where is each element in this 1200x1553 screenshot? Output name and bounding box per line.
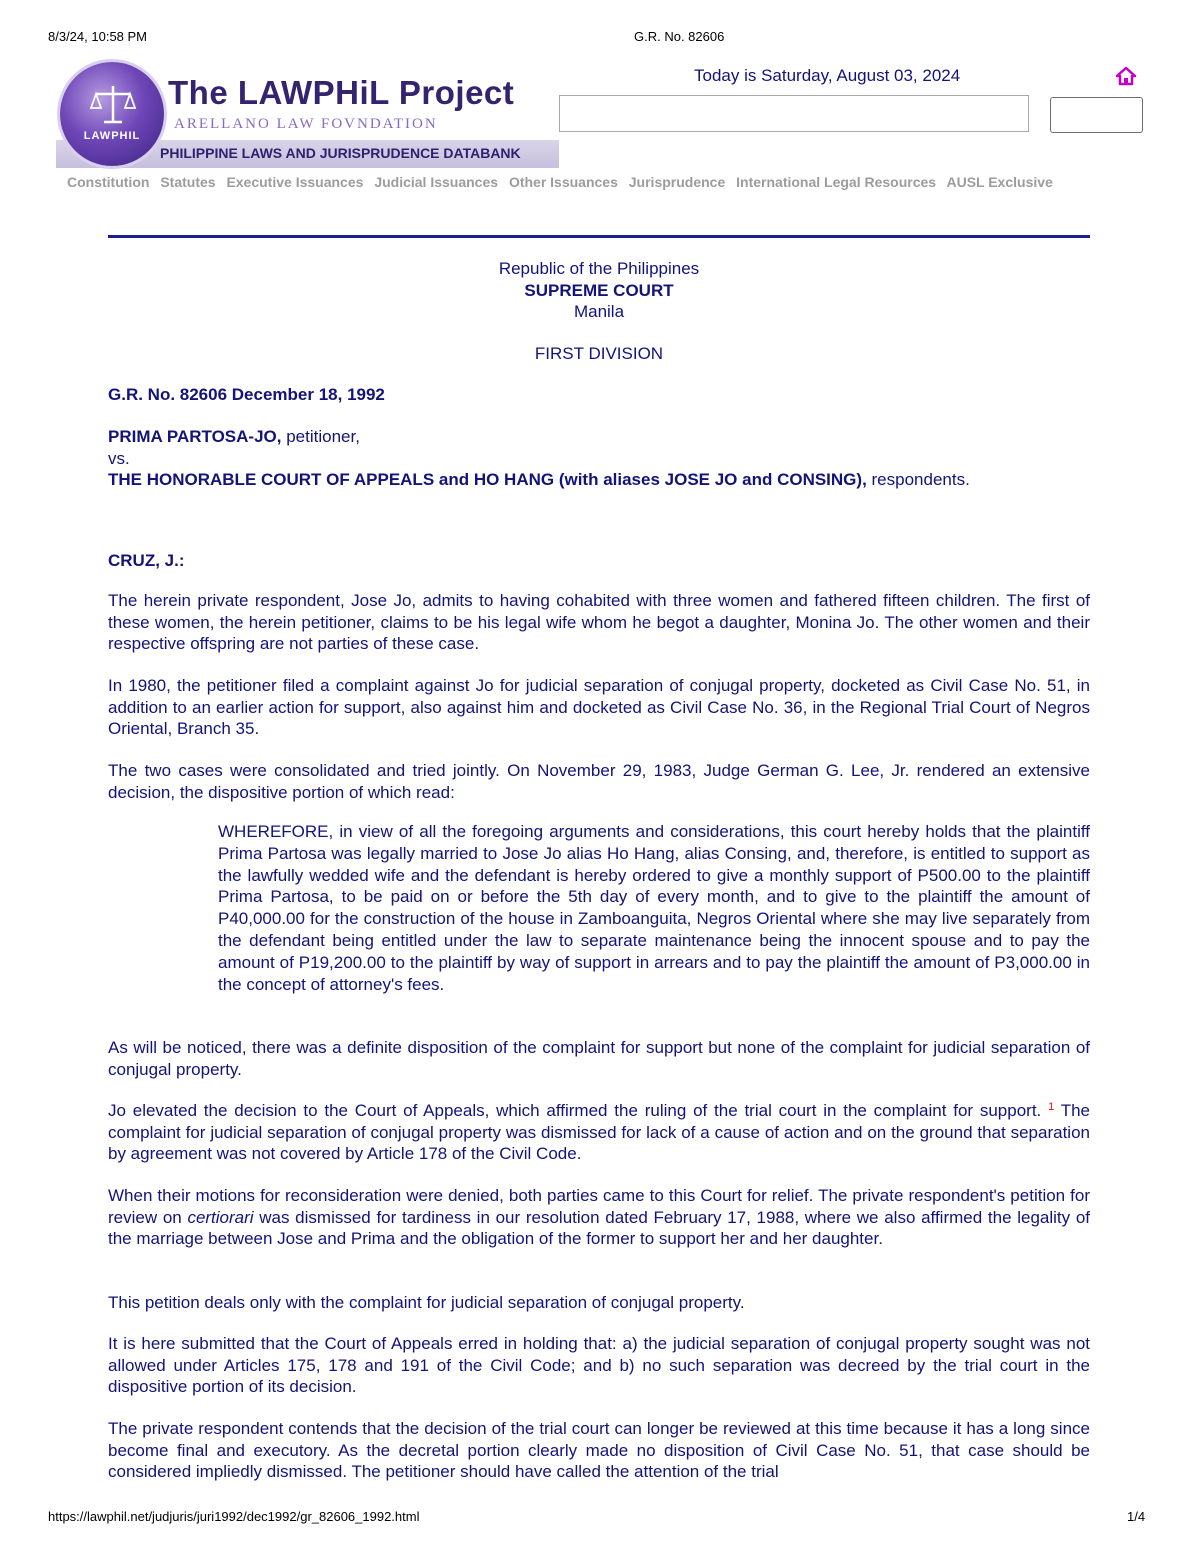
petitioner-role: petitioner, bbox=[281, 427, 360, 446]
dispositive-quote: WHEREFORE, in view of all the foregoing arguments and considerations, this court hereby holds that the plaintiff Prima Partosa was legally married to Jose Jo alias Ho Hang, alias Consing, and, therefore, is entitled to support as the lawfully wedded wife and the defendant is hereby ordered to give a monthly support of P500.00 to the plaintiff Prima Partosa, to be paid on or before the 5th day of every month, and to give to the plaintiff the amount of P40,000.00 for the construction of the house in Zamboanguita, Negros Oriental where she may live separately from the defendant being entitled under the law to separate maintenance being the innocent spouse and to pay the amount of P19,200.00 to the plaintiff by way of support in arrears and to pay the plaintiff the amount of P3,000.00 in the concept of attorney's fees. bbox=[218, 822, 1090, 994]
nav-judicial-issuances[interactable]: Judicial Issuances bbox=[374, 174, 499, 190]
division: FIRST DIVISION bbox=[534, 344, 664, 363]
nav-international-legal-resources[interactable]: International Legal Resources bbox=[736, 174, 937, 190]
nav-jurisprudence[interactable]: Jurisprudence bbox=[628, 174, 726, 190]
versus: vs. bbox=[108, 448, 130, 468]
print-page-number: 1/4 bbox=[1127, 1509, 1146, 1524]
paragraph-5-a: Jo elevated the decision to the Court of Appeals, which affirmed the ruling of the trial court in the complaint for support. bbox=[108, 1101, 1042, 1120]
logo-databank: PHILIPPINE LAWS AND JURISPRUDENCE DATABANK bbox=[160, 145, 521, 161]
republic-line: Republic of the Philippines bbox=[498, 259, 700, 278]
today-date: Today is Saturday, August 03, 2024 bbox=[694, 66, 961, 85]
logo-title: The LAWPHiL Project bbox=[168, 74, 515, 111]
paragraph-3: The two cases were consolidated and tried jointly. On November 29, 1983, Judge German G. Lee, Jr. rendered an extensive decision, the dispositive portion of which read: bbox=[108, 761, 1090, 802]
print-url: https://lawphil.net/judjuris/juri1992/dec1992/gr_82606_1992.html bbox=[48, 1509, 420, 1524]
print-title: G.R. No. 82606 bbox=[634, 29, 725, 44]
search-input[interactable] bbox=[559, 95, 1029, 132]
court-city: Manila bbox=[573, 302, 625, 321]
logo-seal-text: LAWPHIL bbox=[83, 130, 141, 142]
paragraph-6-a: When their motions for reconsideration were denied, both parties came to this Court for relief. The private respondent's petition for review on bbox=[108, 1186, 1090, 1227]
logo-seal bbox=[60, 62, 164, 166]
paragraph-5-b: The complaint for judicial separation of conjugal property was dismissed for lack of a cause of action and on the ground that separation by agreement was not covered by Article 178 of the Civil Code. bbox=[108, 1101, 1090, 1163]
paragraph-2: In 1980, the petitioner filed a complaint against Jo for judicial separation of conjugal property, docketed as Civil Case No. 51, in addition to an earlier action for support, also against him and docketed as Civil Case No. 36, in the Regional Trial Court of Negros Oriental, Branch 35. bbox=[108, 676, 1090, 738]
paragraph-6-emphasis: certiorari bbox=[187, 1207, 254, 1227]
lawphil-logo[interactable] bbox=[56, 56, 559, 168]
ponente: CRUZ, J.: bbox=[108, 551, 185, 570]
paragraph-9: The private respondent contends that the decision of the trial court can longer be reviewed at this time because it has a long since become final and executory. As the decretal portion clearly made no disposition of Civil Case No. 51, that case should be considered impliedly dismissed. The petitioner should have called the attention of the trial bbox=[108, 1419, 1090, 1481]
nav-other-issuances[interactable]: Other Issuances bbox=[508, 174, 618, 190]
nav-constitution[interactable]: Constitution bbox=[67, 174, 150, 190]
logo-foundation: ARELLANO LAW FOVNDATION bbox=[174, 116, 438, 132]
nav-executive-issuances[interactable]: Executive Issuances bbox=[226, 174, 364, 190]
nav-statutes[interactable]: Statutes bbox=[160, 174, 216, 190]
case-parties bbox=[108, 426, 1090, 491]
footnote-link-1[interactable]: 1 bbox=[1048, 1101, 1055, 1113]
court-name: SUPREME COURT bbox=[524, 280, 674, 300]
respondent-role: respondents. bbox=[866, 470, 970, 489]
paragraph-5 bbox=[108, 1100, 1090, 1165]
petitioner-name: PRIMA PARTOSA-JO, bbox=[108, 427, 282, 446]
print-date: 8/3/24, 10:58 PM bbox=[48, 29, 148, 44]
paragraph-4: As will be noticed, there was a definite disposition of the complaint for support but none of the complaint for judicial separation of conjugal property. bbox=[108, 1038, 1090, 1079]
paragraph-8: It is here submitted that the Court of Appeals erred in holding that: a) the judicial separation of conjugal property sought was not allowed under Articles 175, 178 and 191 of the Civil Code; and b) no such separation was decreed by the trial court in the dispositive portion of its decision. bbox=[108, 1334, 1090, 1396]
nav-ausl-exclusive[interactable]: AUSL Exclusive bbox=[946, 174, 1053, 190]
home-icon[interactable] bbox=[1115, 66, 1137, 86]
search-button[interactable] bbox=[1050, 97, 1143, 133]
scales-of-justice-icon bbox=[90, 82, 136, 128]
header-divider bbox=[108, 235, 1090, 238]
paragraph-7: This petition deals only with the complaint for judicial separation of conjugal property. bbox=[108, 1293, 745, 1312]
respondent-name: THE HONORABLE COURT OF APPEALS and HO HANG (with aliases JOSE JO and CONSING), bbox=[108, 470, 867, 489]
court-header bbox=[108, 258, 1090, 323]
paragraph-1: The herein private respondent, Jose Jo, admits to having cohabited with three women and fathered fifteen children. The first of these women, the herein petitioner, claims to be his legal wife whom he begot a daughter, Monina Jo. The other women and their respective offspring are not parties of these case. bbox=[108, 591, 1090, 653]
paragraph-6 bbox=[108, 1185, 1090, 1250]
main-nav bbox=[67, 174, 1060, 190]
case-number: G.R. No. 82606 December 18, 1992 bbox=[108, 385, 385, 404]
paragraph-6-b: was dismissed for tardiness in our resolution dated February 17, 1988, where we also affirmed the legality of the marriage between Jose and Prima and the obligation of the former to support her and her daughter. bbox=[108, 1207, 1091, 1248]
